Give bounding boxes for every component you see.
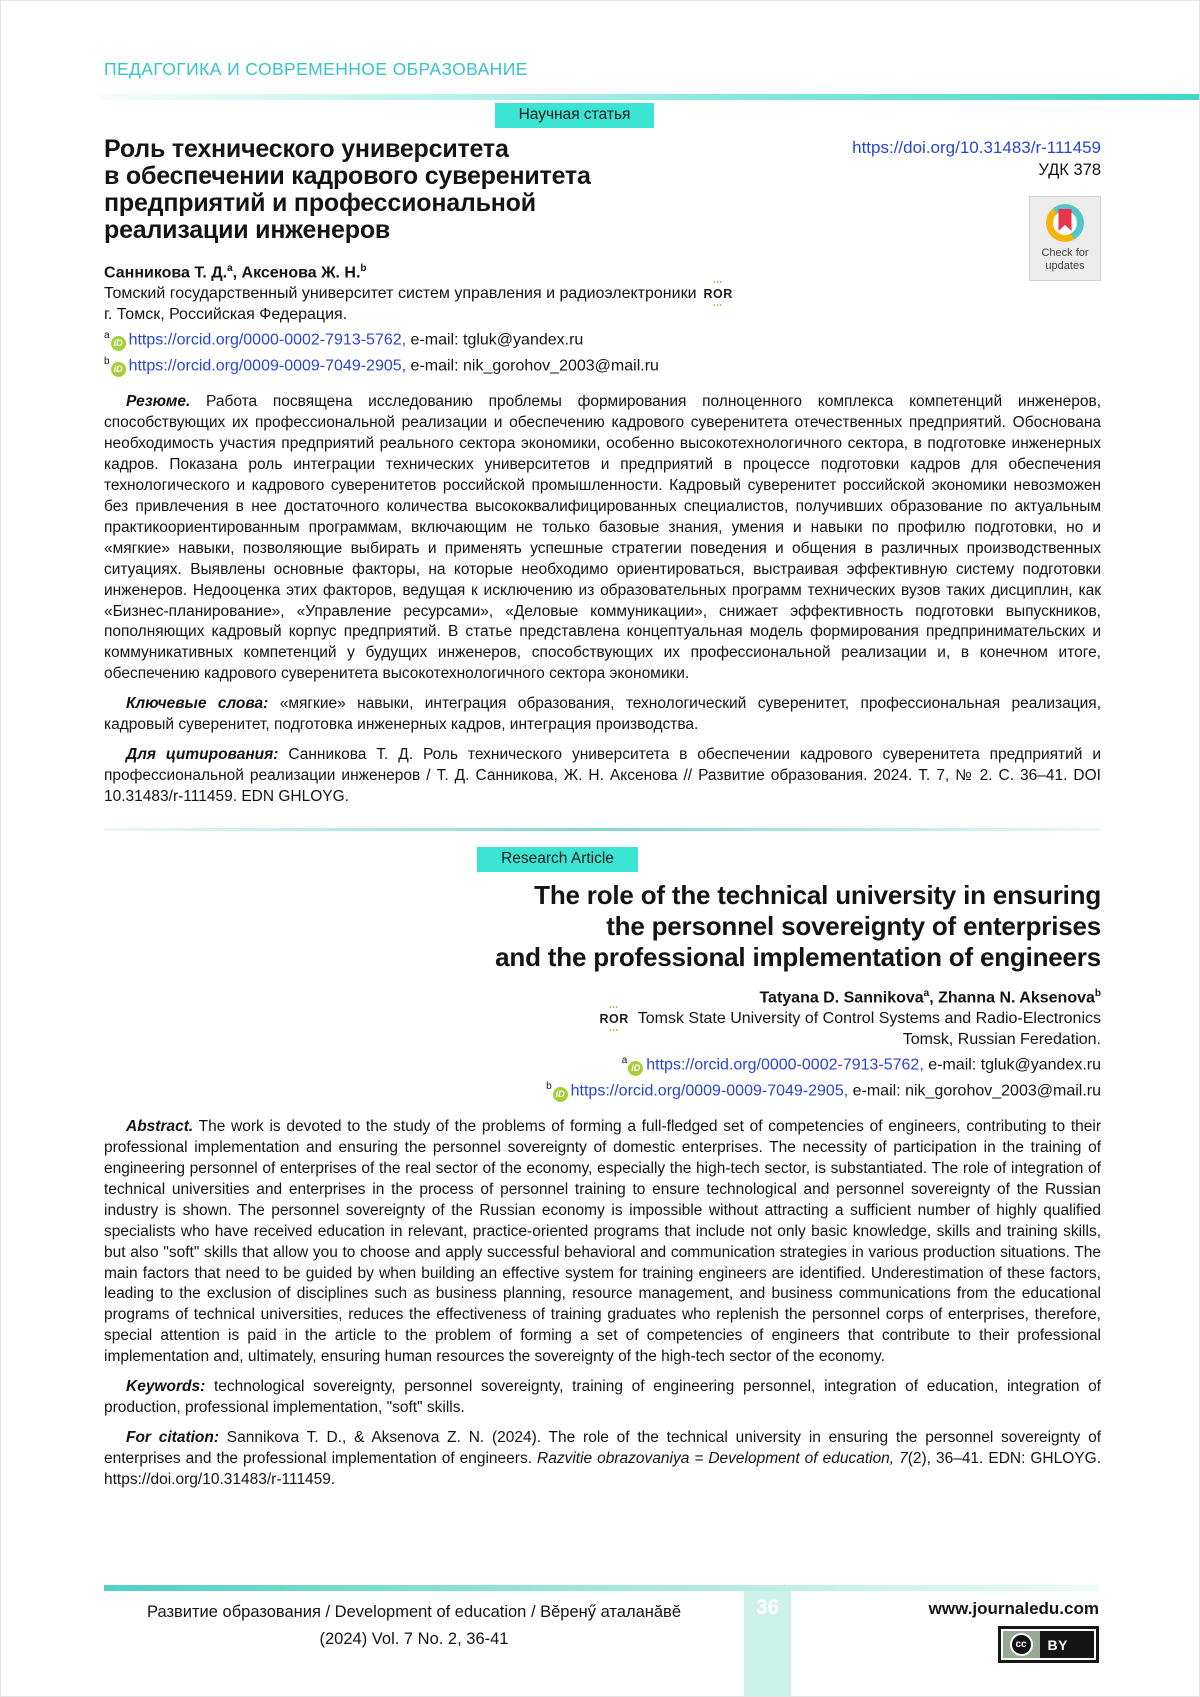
cc-by-license-badge[interactable] bbox=[998, 1626, 1099, 1663]
crossmark-label-line1: Check for bbox=[1041, 247, 1089, 259]
authors-block-en bbox=[104, 984, 1101, 1102]
doi-link[interactable]: https://doi.org/10.31483/r-111459 bbox=[852, 138, 1101, 157]
volume-line: (2024) Vol. 7 No. 2, 36-41 bbox=[319, 1630, 509, 1648]
crossmark-icon bbox=[1046, 204, 1084, 242]
citation-en: For citation: Sannikova T. D., & Aksenova Z. N. (2024). The role of the technical university in ensuring the personnel sovereignty of enterprises and the professional implementation of engineers. Razvitie obrazovaniya = Development of education, 7(2), 36–41. EDN: GHLOYG. https://doi.org/10.31483/r-111459. bbox=[104, 1428, 1101, 1488]
bookmark-icon bbox=[1059, 209, 1072, 231]
check-for-updates-button[interactable] bbox=[1029, 196, 1101, 281]
orcid-line-b-ru: $^b$iD https://orcid.org/0009-0009-7049-2905, e-mail: nik_gorohov_2003@mail.ru bbox=[104, 352, 1101, 377]
crossmark-label-line2: updates bbox=[1045, 260, 1085, 272]
orcid-icon: iD bbox=[628, 1061, 643, 1076]
page-number: 36 bbox=[755, 1596, 780, 1619]
ror-icon: ••• ROR ••• bbox=[598, 1010, 629, 1030]
keywords-ru: Ключевые слова: «мягкие» навыки, интеграция образования, технологический суверенитет, профессиональная реализация, кадровый суверенитет, подготовка инженерных кадров, интеграция производства. bbox=[104, 695, 1102, 734]
city-en: Tomsk, Russian Feredation. bbox=[902, 1031, 1101, 1049]
ror-icon: ••• ROR ••• bbox=[703, 285, 734, 305]
abstract-ru: Резюме. Работа посвящена исследованию проблемы формирования полноценного комплекса компетенций инженеров, способствующих их профессиональной реализации и обеспечению кадрового суверенитета отечественных предприятий. Обоснована необходимость участия предприятий реального сектора экономики, особенно высокотехнологичного сектора, в подготовке инженерных кадров. Показана роль интеграции технических университетов и предприятий в процессе подготовки кадров для обеспечения технологического и кадрового суверенитетов российской промышленности. Кадровый суверенитет российской экономики невозможен без привлечения в нее достаточного количества высококвалифицированных специалистов, получивших образование по актуальным практикоориентированным программам, включающим не только базовые знания, умения и навыки по профилю подготовки, но и «мягкие» навыки, позволяющие выбирать и применять успешные стратегии поведения и общения в различных производственных ситуациях. Выявлены основные факторы, на которые необходимо ориентироваться, выстраивая эффективную систему подготовки инженеров. Недооценка этих факторов, ведущая к исключению из образовательных программ технических вузов таких дисциплин, как «Бизнес-планирование», «Управление ресурсами», «Деловые коммуникации», снижает эффективность подготовки выпускников, пополняющих кадровый корпус предприятий. В статье представлена концептуальная модель формирования предпринимательских и коммуникативных компетенций у будущих инженеров, способствующих их профессиональной реализации и, в конечном итоге, обеспечению кадрового суверенитета высокотехнологичного сектора экономики. bbox=[104, 393, 1101, 683]
orcid-link-b[interactable]: https://orcid.org/0009-0009-7049-2905, bbox=[570, 1082, 849, 1100]
page-number-band bbox=[744, 1591, 791, 1696]
creative-commons-icon: cc bbox=[1010, 1633, 1033, 1656]
cc-by-label: BY bbox=[1040, 1631, 1094, 1658]
email-b: e-mail: nik_gorohov_2003@mail.ru bbox=[410, 357, 659, 375]
orcid-link-b[interactable]: https://orcid.org/0009-0009-7049-2905, bbox=[128, 357, 407, 375]
orcid-icon: iD bbox=[111, 362, 126, 377]
journal-title-line: Развитие образования / Development of education / Вĕренӳ аталанăвĕ bbox=[147, 1603, 681, 1621]
authors-en: Tatyana D. Sannikova$^a$, Zhanna N. Aksenova$^b$ bbox=[759, 987, 1101, 1007]
abstract-en: Abstract. The work is devoted to the study of the problems of forming a full-fledged set of competencies of engineers, contributing to their professional implementation and ensuring the personnel sovereignty of domestic enterprises. The necessity of participation in the training of engineering personnel of enterprises of the real sector of the economy, especially the high-tech sector, is substantiated. The role of integration of technical universities and enterprises in the process of personnel training to ensure technological and personnel sovereignty of the Russian industry is shown. The personnel sovereignty of the Russian economy is impossible without attracting a sufficient number of highly qualified specialists who have received education in relevant, practice-oriented programs that include not only basic knowledge, skills and training skills, but also "soft" skills that allow you to choose and apply successful behavioral and communication strategies in various production situations. The main factors that need to be guided by when building an effective system for training engineers are identified. Underestimation of these factors, leading to the exclusion of disciplines such as business planning, resource management, and business communications from the educational programs of technical universities, reduces the effectiveness of training graduates who replenish the personnel corps of enterprises, therefore, special attention is paid in the article to the problem of forming a set of competencies of engineers that contribute to their professional implementation and, ultimately, ensuring human resources the sovereignty of the high-tech sector of the economy. bbox=[104, 1118, 1101, 1366]
footer-site-info bbox=[929, 1599, 1099, 1663]
en-badge-row bbox=[104, 847, 1101, 872]
header-divider bbox=[101, 94, 1199, 100]
orcid-line-b-en: $^b$iD https://orcid.org/0009-0009-7049-2905, e-mail: nik_gorohov_2003@mail.ru bbox=[104, 1077, 1101, 1102]
affiliation-en: ••• ROR ••• Tomsk State University of Control Systems and Radio-Electronics bbox=[104, 1009, 1101, 1030]
article-type-badge-ru: Научная статья bbox=[495, 103, 655, 128]
email-a: e-mail: tgluk@yandex.ru bbox=[928, 1055, 1101, 1073]
article-title-ru: Роль технического университета в обеспечении кадрового суверенитета предприятий и профессиональной реализации инженеров bbox=[104, 135, 591, 244]
authors-ru: Санникова Т. Д.$^a$, Аксенова Ж. Н.$^b$ bbox=[104, 263, 367, 282]
article-meta bbox=[852, 138, 1101, 281]
keywords-en: Keywords: technological sovereignty, personnel sovereignty, training of engineering personnel, integration of education, integration of production, professional implementation, "soft" skills. bbox=[104, 1378, 1101, 1416]
email-a: e-mail: tgluk@yandex.ru bbox=[410, 331, 584, 349]
footer-divider bbox=[104, 1585, 1099, 1591]
citation-ru: Для цитирования: Санникова Т. Д. Роль технического университета в обеспечении кадрового суверенитета предприятий и профессиональной реализации инженеров / Т. Д. Санникова, Ж. Н. Аксенова // Развитие образования. 2024. Т. 7, № 2. С. 36–41. DOI 10.31483/r-111459. EDN GHLOYG. bbox=[104, 745, 1101, 805]
city-ru: г. Томск, Российская Федерация. bbox=[104, 306, 348, 324]
footer-journal-info bbox=[104, 1599, 724, 1653]
orcid-line-a-ru: $^a$iD https://orcid.org/0000-0002-7913-5762, e-mail: tgluk@yandex.ru bbox=[104, 326, 1101, 351]
title-row bbox=[104, 135, 1101, 272]
orcid-line-a-en: $^a$iD https://orcid.org/0000-0002-7913-5762, e-mail: tgluk@yandex.ru bbox=[104, 1051, 1101, 1076]
affiliation-ru: Томский государственный университет систем управления и радиоэлектроники ••• ROR ••• bbox=[104, 284, 1101, 305]
journal-website: www.journaledu.com bbox=[928, 1599, 1099, 1618]
ru-badge-row bbox=[104, 103, 1101, 128]
article-title-en: The role of the technical university in ensuring the personnel sovereignty of enterprises and the professional implementation of engineers bbox=[495, 879, 1101, 972]
section-header: ПЕДАГОГИКА И СОВРЕМЕННОЕ ОБРАЗОВАНИЕ bbox=[104, 59, 528, 79]
orcid-link-a[interactable]: https://orcid.org/0000-0002-7913-5762, bbox=[646, 1055, 924, 1073]
email-b: e-mail: nik_gorohov_2003@mail.ru bbox=[852, 1082, 1101, 1100]
section-divider bbox=[104, 828, 1101, 831]
page-content bbox=[104, 103, 1101, 1491]
orcid-icon: iD bbox=[553, 1087, 568, 1102]
page-footer bbox=[1, 1579, 1199, 1696]
article-type-badge-en: Research Article bbox=[477, 847, 638, 872]
udc-code: УДК 378 bbox=[1038, 161, 1101, 179]
orcid-icon: iD bbox=[111, 336, 126, 351]
orcid-link-a[interactable]: https://orcid.org/0000-0002-7913-5762, bbox=[128, 331, 407, 349]
